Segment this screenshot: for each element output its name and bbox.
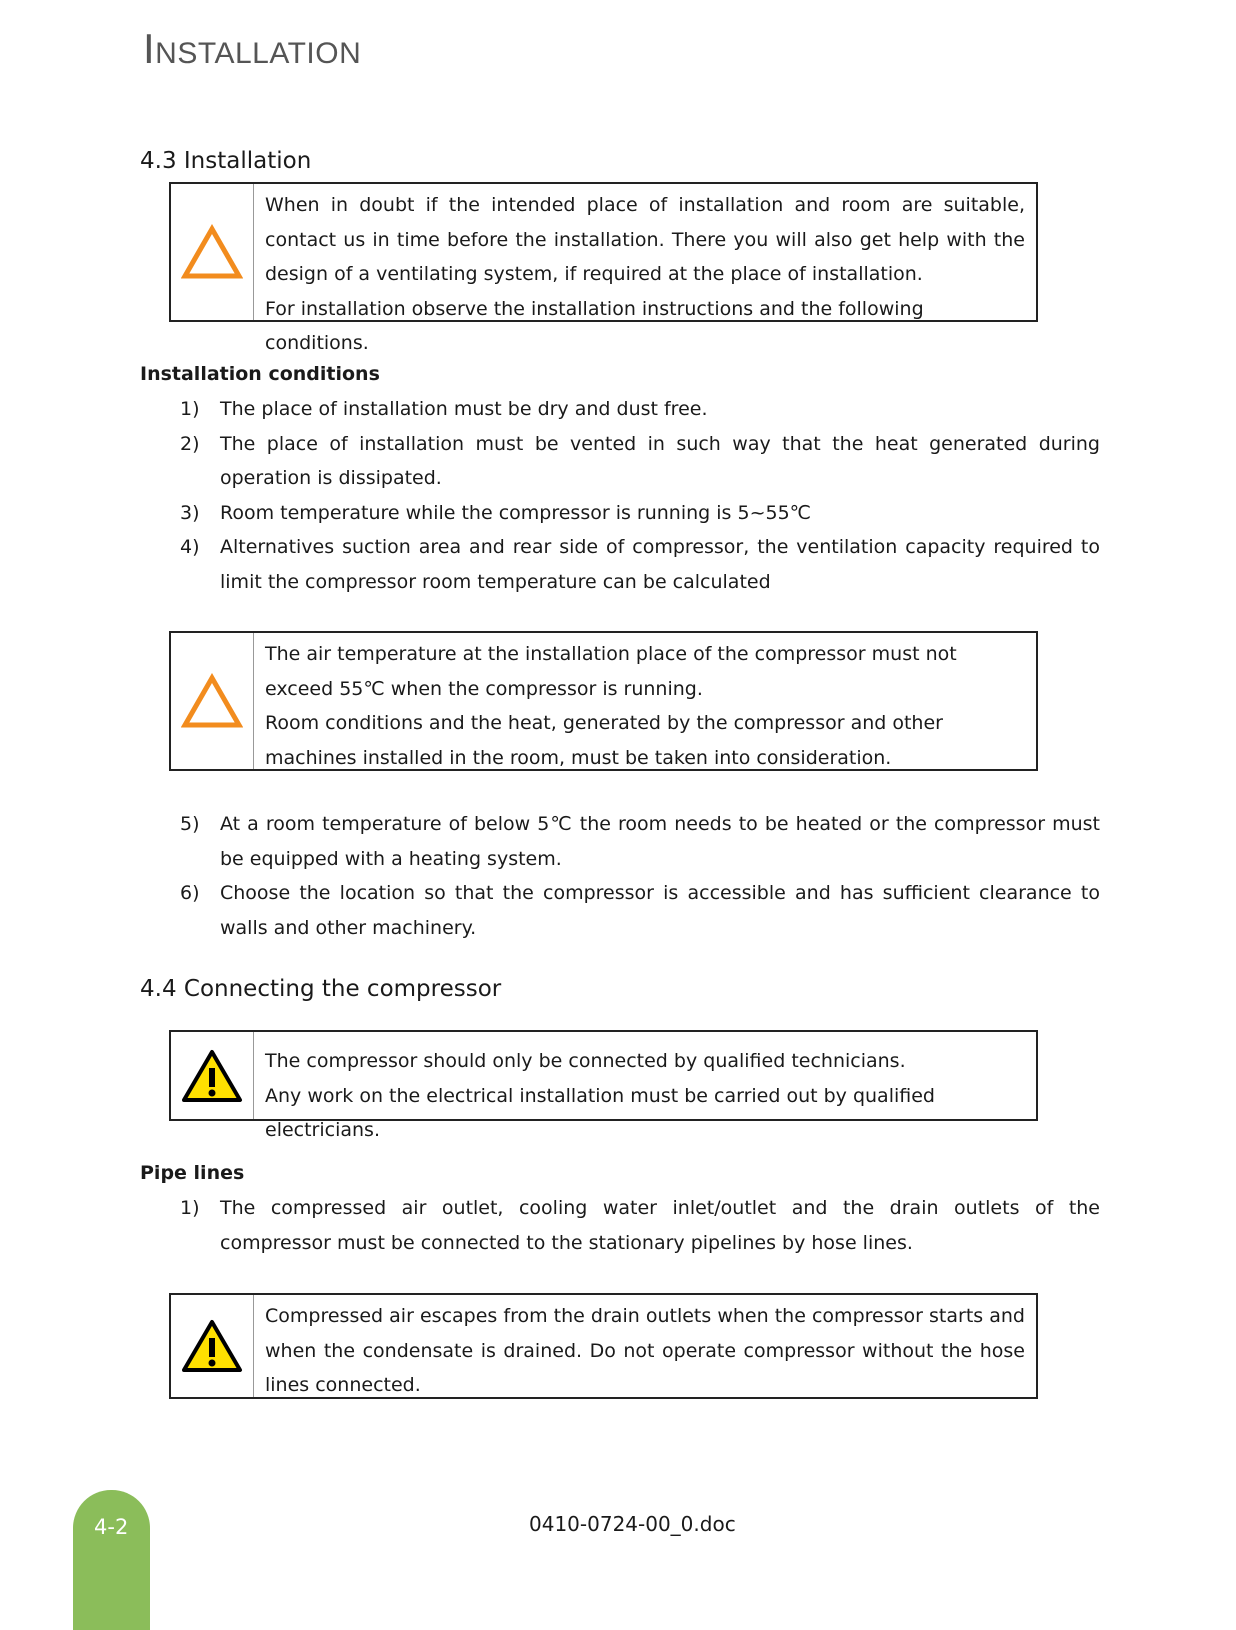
- installation-conditions-heading: Installation conditions: [140, 363, 380, 385]
- document-filename: 0410-0724-00_0.doc: [529, 1512, 736, 1536]
- notice-text: Any work on the electrical installation must be carried out by qualified electricians.: [265, 1084, 935, 1141]
- list-item: 1) The place of installation must be dry and dust free.: [180, 398, 708, 420]
- caution-icon-cell: [171, 633, 254, 769]
- warning-notice-connection: [169, 1030, 1038, 1141]
- notice-text: When in doubt if the intended place of installation and room are suitable, contact us in time before the installation. There you will also get help with the design of a ventilating system, if required at the place of installation.: [265, 194, 1025, 285]
- page-number-tab: [73, 1490, 150, 1630]
- list-item: 5) At a room temperature of below 5℃ the room needs to be heated or the compressor must be equipped with a heating system.: [180, 813, 1100, 870]
- list-item: 3) Room temperature while the compressor is running is 5~55℃: [180, 501, 812, 524]
- list-item: 6) Choose the location so that the compressor is accessible and has sufficient clearance to walls and other machinery.: [180, 882, 1100, 939]
- notice-text: Room conditions and the heat, generated by the compressor and other machines installed in the room, must be taken into consideration.: [265, 712, 943, 769]
- caution-triangle-icon: [181, 673, 243, 729]
- caution-triangle-icon: [181, 224, 243, 280]
- installation-conditions-list-cont: [180, 807, 1100, 945]
- page-number: 4-2: [94, 1515, 129, 1539]
- warning-triangle-icon: [181, 1318, 243, 1374]
- notice-text: The compressor should only be connected by qualified technicians.: [265, 1050, 906, 1072]
- notice-text: Compressed air escapes from the drain outlets when the compressor starts and when the condensate is drained. Do not operate compressor without the hose lines connected.: [265, 1305, 1025, 1396]
- section-title-4-3: 4.3 Installation: [140, 148, 312, 174]
- notice-text: For installation observe the installation instructions and the following conditions.: [265, 297, 924, 354]
- pipe-lines-list: [180, 1191, 1100, 1260]
- list-item: 1) The compressed air outlet, cooling water inlet/outlet and the drain outlets of the compressor must be connected to the stationary pipelines by hose lines.: [180, 1197, 1100, 1254]
- notice-text: The air temperature at the installation place of the compressor must not exceed 55℃ when the compressor is running.: [265, 643, 957, 700]
- warning-triangle-icon: [181, 1048, 243, 1104]
- list-item: 2) The place of installation must be vented in such way that the heat generated during operation is dissipated.: [180, 432, 1100, 489]
- installation-conditions-list: [180, 392, 1100, 599]
- caution-notice-installation: [169, 182, 1038, 354]
- caution-icon-cell: [171, 184, 254, 320]
- caution-notice-temperature: [169, 631, 1038, 771]
- pipe-lines-heading: Pipe lines: [140, 1162, 245, 1184]
- section-title-4-4: 4.4 Connecting the compressor: [140, 976, 502, 1002]
- warning-icon-cell: [171, 1032, 254, 1119]
- page-header-title: INSTALLATION: [143, 25, 362, 72]
- warning-notice-drain: [169, 1293, 1038, 1399]
- warning-icon-cell: [171, 1295, 254, 1397]
- list-item: 4) Alternatives suction area and rear side of compressor, the ventilation capacity required to limit the compressor room temperature can be calculated: [180, 536, 1100, 593]
